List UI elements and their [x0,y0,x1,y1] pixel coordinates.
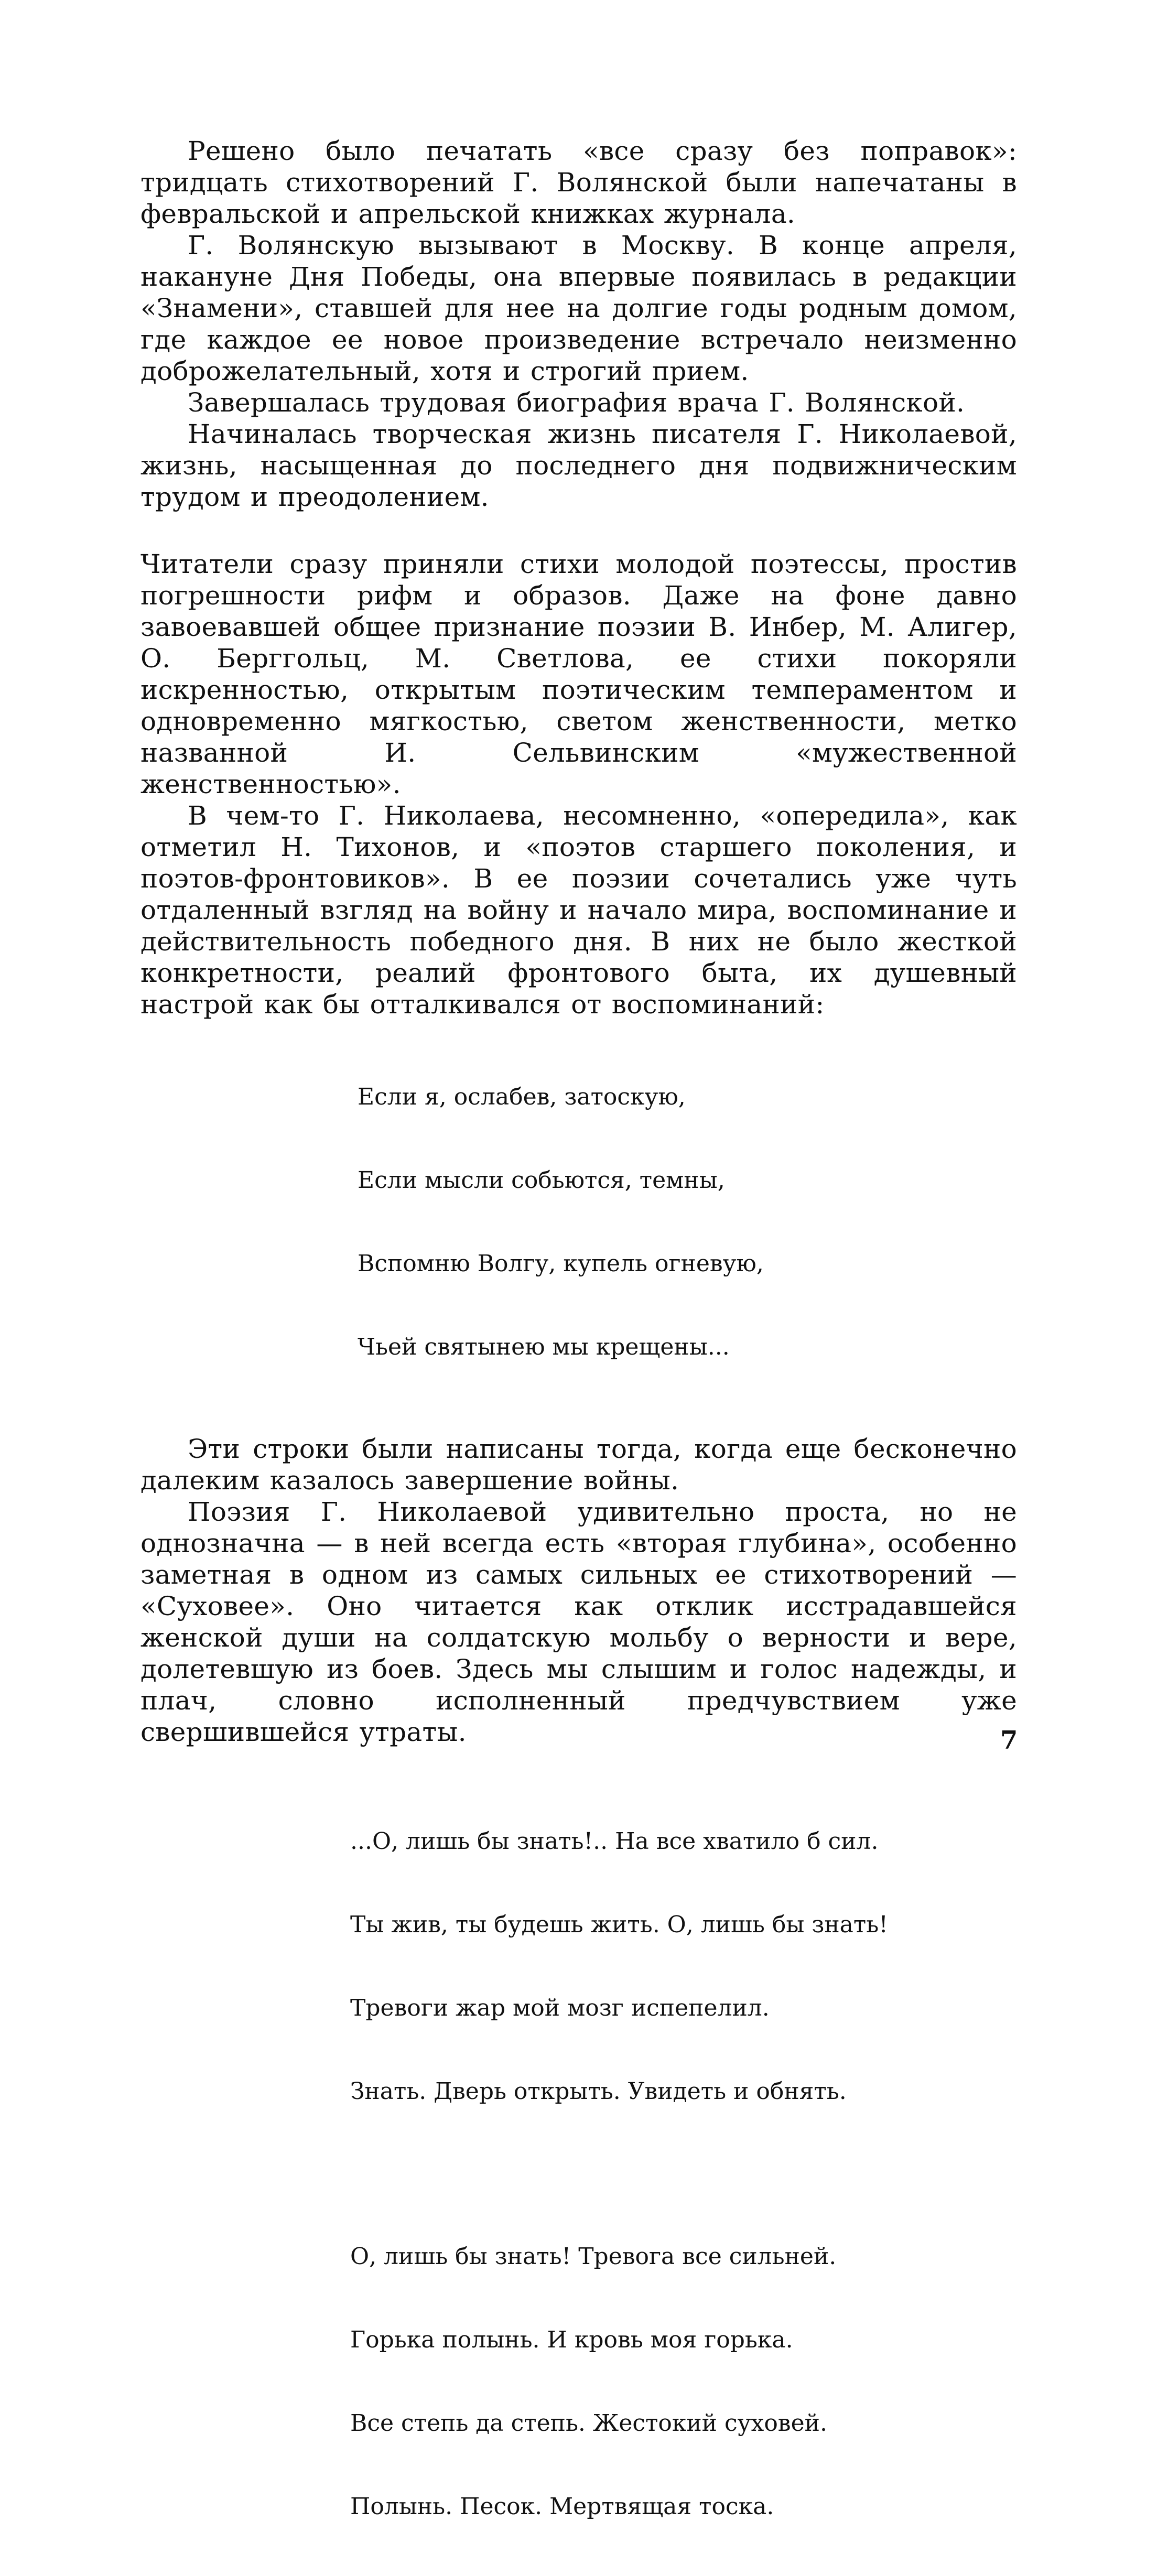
page-number: 7 [1000,1726,1018,1755]
paragraph: Г. Волянскую вызывают в Москву. В конце апреля, накануне Дня Победы, она впервые появилась в редакции «Знамени», ставшей для нее на долгие годы родным домом, где каждое ее новое произведение встречало неизменно доброжелательный, хотя и строгий прием. [140,230,1017,386]
poem-line: Полынь. Песок. Мертвящая тоска. [350,2493,774,2520]
poem-line: Горька полынь. И кровь моя горька. [350,2326,793,2353]
poem-line: О, лишь бы знать! Тревога все сильней. [350,2243,837,2270]
poem-line: ...О, лишь бы знать!.. На все хватило б сил. [350,1828,879,1855]
poem-quote [358,1027,1017,1416]
poem-line: Если я, ослабев, затоскую, [358,1084,686,1110]
paragraph: Начиналась творческая жизнь писателя Г. Николаевой, жизнь, насыщенная до последнего дня подвижническим трудом и преодолением. [140,419,1017,512]
paragraph: Решено было печатать «все сразу без поправок»: тридцать стихотворений Г. Волянской были напечатаны в февральской и апрельской книжках журнала. [140,136,1017,229]
poem-line: Тревоги жар мой мозг испепелил. [350,1995,770,2021]
poem-quote [350,2187,1017,2576]
paragraph: Эти строки были написаны тогда, когда еще бесконечно далеким казалось завершение войны. [140,1434,1017,1496]
poem-line: Чьей святынею мы крещены... [358,1334,730,1360]
section-gap [140,513,1017,548]
poem-line: Ты жив, ты будешь жить. О, лишь бы знать! [350,1911,888,1938]
poem-line: Знать. Дверь открыть. Увидеть и обнять. [350,2078,847,2105]
page-body [140,135,1017,2576]
poem-line: Все степь да степь. Жестокий суховей. [350,2410,827,2437]
poem-line: Вспомню Волгу, купель огневую, [358,1250,764,1277]
poem-quote [350,1772,1017,2161]
paragraph: Завершалась трудовая биография врача Г. Волянской. [188,387,965,418]
poem-line: Если мысли собьются, темны, [358,1167,725,1194]
paragraph: Поэзия Г. Николаевой удивительно проста, но не однозначна — в ней всегда есть «вторая глубина», особенно заметная в одном из самых сильных ее стихотворений — «Суховее». Оно читается как отклик исстрадавшейся женской души на солдатскую мольбу о верности и вере, долетевшую из боев. Здесь мы слышим и голос надежды, и плач, словно исполненный предчувствием уже свершившейся утраты. [140,1497,1017,1747]
paragraph: Читатели сразу приняли стихи молодой поэтессы, простив погрешности рифм и образов. Даже на фоне давно завоевавшей общее признание поэзии В. Инбер, М. Алигер, О. Берггольц, М. Светлова, ее стихи покоряли искренностью, открытым поэтическим темпераментом и одновременно мягкостью, светом женственности, метко названной И. Сельвинским «мужественной женственностью». [140,549,1017,799]
paragraph: В чем-то Г. Николаева, несомненно, «опередила», как отметил Н. Тихонов, и «поэтов старшего поколения, и поэтов-фронтовиков». В ее поэзии сочетались уже чуть отдаленный взгляд на войну и начало мира, воспоминание и действительность победного дня. В них не было жесткой конкретности, реалий фронтового быта, их душевный настрой как бы отталкивался от воспоминаний: [140,800,1017,1020]
